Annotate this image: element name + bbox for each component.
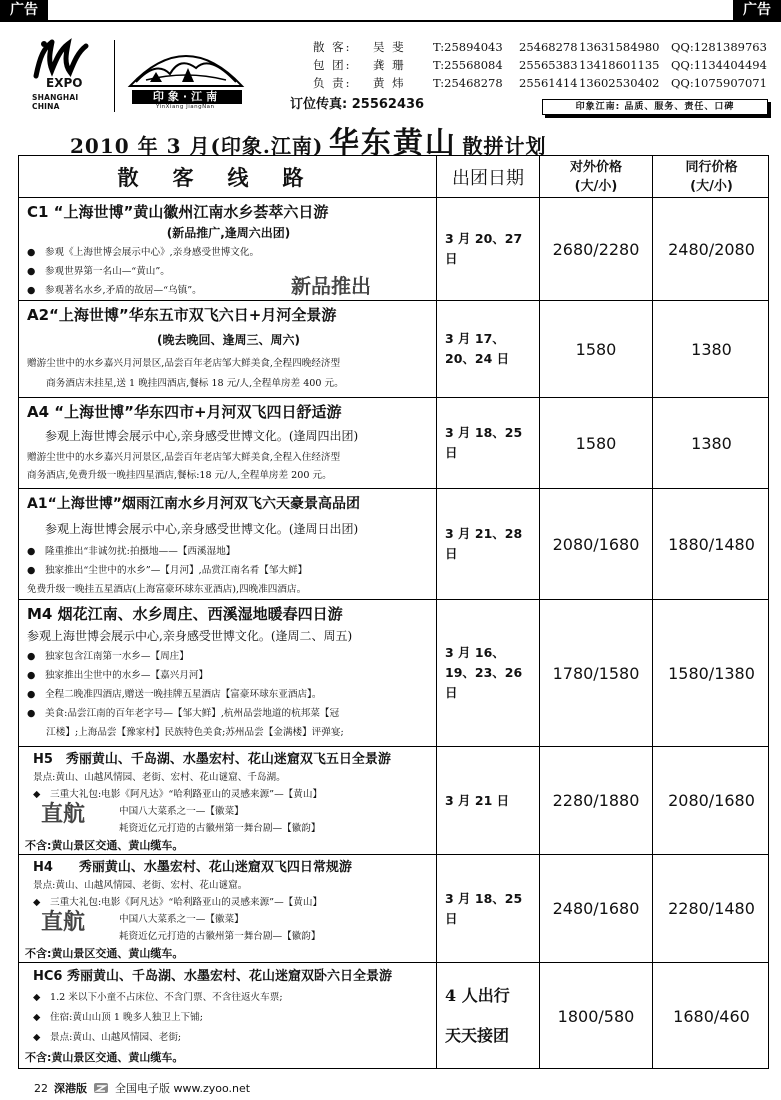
public-price: 1580	[540, 398, 653, 488]
date-cell	[437, 198, 540, 300]
contact-row	[313, 56, 781, 74]
table-row	[19, 600, 768, 747]
contact-name: 龚 珊	[373, 58, 406, 72]
contact-row	[313, 38, 781, 56]
expo-subtitle: SHANGHAI CHINA	[32, 93, 79, 111]
contact-phone: 25565383	[519, 58, 578, 72]
expo-text: EXPO	[46, 76, 83, 90]
route-line: ● 独家推出尘世中的水乡—【嘉兴月河】	[27, 670, 209, 681]
brand-logo	[126, 38, 246, 110]
route-cell	[19, 600, 437, 746]
contact-phone: T:25468278	[433, 76, 503, 90]
route-subtitle: 参观上海世博会展示中心,亲身感受世博文化。(逢周日出团)	[45, 522, 359, 536]
route-exclusion-note: 不含:黄山景区交通、黄山缆车。	[25, 947, 184, 960]
contact-phone: T:25568084	[433, 58, 503, 72]
contact-qq: QQ:1075907071	[671, 76, 767, 90]
table-row	[19, 198, 768, 301]
route-line: 中国八大菜系之一—【徽菜】	[119, 806, 244, 817]
route-cell	[19, 855, 437, 962]
table-row	[19, 855, 768, 963]
header-date: 出团日期	[437, 156, 540, 197]
header-route: 散客线路	[19, 156, 437, 197]
date-cell	[437, 747, 540, 854]
public-price: 2480/1680	[540, 855, 653, 962]
route-line: 赠游尘世中的水乡嘉兴月河景区,品尝百年老店邹大鲜美食,全程四晚经济型	[27, 358, 341, 369]
departure-dates: 3 月 18、25 日	[445, 890, 523, 926]
route-line: ◆ 三重大礼包:电影《阿凡达》“哈利路亚山的灵感来源”—【黄山】	[33, 897, 323, 908]
table-header-row	[19, 156, 768, 198]
table-row	[19, 963, 768, 1069]
route-title: HC6 秀丽黄山、千岛湖、水墨宏村、花山迷窟双卧六日全景游	[33, 969, 392, 984]
date-cell	[437, 963, 540, 1069]
route-line: 景点:黄山、山越风情园、老街、宏村、花山谜窟。	[33, 880, 248, 891]
route-title: H5 秀丽黄山、千岛湖、水墨宏村、花山迷窟双飞五日全景游	[33, 752, 391, 767]
route-line: ◆ 1.2 米以下小童不占床位、不含门票、不含往返火车票;	[33, 992, 283, 1003]
route-cell	[19, 398, 437, 488]
contact-qq: QQ:1281389763	[671, 40, 767, 54]
route-title: C1 “上海世博”黄山徽州江南水乡荟萃六日游	[27, 203, 329, 221]
route-subtitle: (晚去晚回、逢周三、周六)	[157, 333, 300, 347]
brand-name: 印象·江南	[132, 90, 242, 104]
header-public-price-unit: (大/小)	[574, 178, 618, 194]
expo-logo	[22, 36, 102, 112]
route-line: 商务酒店,免费升级一晚挂四星酒店,餐标:18 元/人,全程单房差 200 元。	[27, 470, 332, 481]
table-row	[19, 747, 768, 855]
table-row	[19, 398, 768, 489]
table-row	[19, 301, 768, 398]
public-price: 2280/1880	[540, 747, 653, 854]
route-line: 商务酒店未挂星,送 1 晚挂四酒店,餐标 18 元/人,全程单房差 400 元。	[27, 378, 344, 389]
header-trade-price	[653, 156, 770, 197]
public-price: 2080/1680	[540, 489, 653, 599]
route-line: ● 参观著名水乡,矛盾的故居—“乌镇”。	[27, 285, 202, 296]
route-line: ● 参观《上海世博会展示中心》,亲身感受世博文化。	[27, 247, 260, 258]
contact-mobile: 13418601135	[579, 58, 660, 72]
route-title: A4 “上海世博”华东四市+月河双飞四日舒适游	[27, 403, 342, 421]
route-subtitle: 参观上海世博会展示中心,亲身感受世博文化。(逢周二、周五)	[27, 629, 353, 643]
route-title: A1“上海世博”烟雨江南水乡月河双飞六天豪景高品团	[27, 496, 360, 512]
header-trade-price-unit: (大/小)	[690, 178, 733, 194]
trade-price: 2280/1480	[668, 899, 755, 918]
contact-row	[313, 74, 781, 92]
contact-phone: 25468278	[519, 40, 578, 54]
fax-number: 订位传真: 25562436	[290, 97, 425, 112]
contact-phone: 25561414	[519, 76, 578, 90]
contact-phone: T:25894043	[433, 40, 503, 54]
departure-dates: 3 月 21 日	[445, 792, 510, 808]
route-cell	[19, 963, 437, 1069]
page-footer	[34, 1080, 250, 1096]
title-destination: 华东黄山	[328, 126, 457, 161]
contact-mobile: 13631584980	[579, 40, 660, 54]
departure-dates: 3 月 17、20、24 日	[445, 331, 510, 366]
route-line: 景点:黄山、山越风情园、老街、宏村、花山谜窟、千岛湖。	[33, 772, 286, 783]
date-cell	[437, 855, 540, 962]
route-line: ◆ 住宿:黄山山顶 1 晚多人独卫上下铺;	[33, 1012, 203, 1023]
contact-role: 包 团:	[313, 58, 352, 72]
public-price: 1780/1580	[540, 600, 653, 746]
public-price: 2680/2280	[540, 198, 653, 300]
daily-departure: 天天接团	[445, 1026, 510, 1045]
trade-price: 2480/2080	[668, 239, 755, 259]
departure-dates: 3 月 18、25 日	[445, 425, 523, 460]
date-cell	[437, 489, 540, 599]
departure-dates: 3 月 16、19、23、26 日	[445, 645, 523, 700]
route-cell	[19, 489, 437, 599]
direct-flight-badge: 直航	[41, 802, 86, 827]
route-title: H4 秀丽黄山、水墨宏村、花山迷窟双飞四日常规游	[33, 860, 352, 875]
fan-landscape-icon	[126, 38, 246, 90]
departure-dates: 3 月 21、28 日	[445, 526, 523, 561]
contact-name: 吴 斐	[373, 40, 406, 54]
route-line: 免费升级一晚挂五星酒店(上海富豪环球东亚酒店),四晚准四酒店。	[27, 584, 307, 595]
route-title: M4 烟花江南、水乡周庄、西溪湿地暖春四日游	[27, 605, 343, 623]
zyoo-logo-icon	[93, 1082, 109, 1094]
ad-label-left: 广告	[0, 0, 48, 20]
edition-label: 深港版	[54, 1082, 87, 1095]
route-line: 赠游尘世中的水乡嘉兴月河景区,品尝百年老店邹大鲜美食,全程入住经济型	[27, 452, 341, 463]
contact-role: 负 责:	[313, 76, 352, 90]
route-line: 中国八大菜系之一—【徽菜】	[119, 914, 244, 925]
route-line: ◆ 景点:黄山、山越风情园、老街;	[33, 1032, 182, 1043]
public-price: 1800/580	[540, 963, 653, 1069]
route-line: ● 美食:品尝江南的百年老字号—【邹大鲜】,杭州品尝地道的杭邦菜【冠	[27, 708, 340, 719]
route-exclusion-note: 不含:黄山景区交通、黄山缆车。	[25, 1051, 184, 1064]
route-cell	[19, 747, 437, 854]
departure-dates: 3 月 20、27 日	[445, 231, 523, 266]
brand-pinyin: YinXiang JiangNan	[156, 104, 215, 110]
route-line: 江楼】;上海品尝【豫家村】民族特色美食;苏州品尝【金满楼】评弹宴;	[27, 727, 344, 738]
header-divider	[114, 40, 115, 112]
contact-qq: QQ:1134404494	[671, 58, 767, 72]
contact-list	[313, 38, 781, 92]
trade-price: 1580/1380	[668, 663, 755, 683]
route-exclusion-note: 不含:黄山景区交通、黄山缆车。	[25, 839, 184, 852]
route-subtitle: 参观上海世博会展示中心,亲身感受世博文化。(逢周四出团)	[45, 429, 359, 443]
title-date-brand: 2010 年 3 月(印象.江南)	[70, 134, 324, 158]
route-cell	[19, 301, 437, 397]
route-line: ◆ 三重大礼包:电影《阿凡达》“哈利路亚山的灵感来源”—【黄山】	[33, 789, 323, 800]
trade-price: 2080/1680	[668, 791, 755, 810]
tour-table	[18, 155, 769, 1069]
date-cell	[437, 600, 540, 746]
direct-flight-badge: 直航	[41, 910, 86, 935]
ad-label-right: 广告	[733, 0, 781, 20]
group-size: 4 人出行	[445, 986, 510, 1005]
public-price: 1580	[540, 301, 653, 397]
trade-price: 1380	[691, 339, 732, 359]
route-line: 耗资近亿元打造的古徽州第一舞台剧—【徽韵】	[119, 823, 321, 834]
date-cell	[437, 301, 540, 397]
route-line: ● 隆重推出“非诚勿扰:拍摄地——【西溪湿地】	[27, 546, 236, 557]
route-title: A2“上海世博”华东五市双飞六日+月河全景游	[27, 306, 337, 324]
route-line: ● 独家包含江南第一水乡—【周庄】	[27, 651, 189, 662]
contact-name: 黄 炜	[373, 76, 406, 90]
trade-price: 1380	[691, 433, 732, 453]
trade-price: 1880/1480	[668, 534, 755, 554]
route-line: ● 独家推出“尘世中的水乡”—【月河】,品赏江南名肴【邹大鲜】	[27, 565, 308, 576]
slogan-box: 印象江南: 品质、服务、责任、口碑	[542, 99, 768, 115]
trade-price: 1680/460	[673, 1006, 750, 1026]
table-row	[19, 489, 768, 600]
contact-role: 散 客:	[313, 40, 352, 54]
header-public-price-label: 对外价格	[569, 159, 622, 175]
top-rule	[0, 20, 781, 22]
page-number: 22	[34, 1081, 48, 1095]
title-plan: 散拼计划	[462, 134, 547, 158]
route-line: ● 全程二晚准四酒店,赠送一晚挂牌五星酒店【富豪环球东亚酒店】。	[27, 689, 322, 700]
route-cell	[19, 198, 437, 300]
website-label: 全国电子版 www.zyoo.net	[115, 1082, 251, 1095]
route-subtitle: (新品推广,逢周六出团)	[166, 226, 291, 240]
date-cell	[437, 398, 540, 488]
expo-mark-icon	[30, 36, 90, 80]
header-public-price	[540, 156, 653, 197]
new-product-badge: 新品推出	[291, 274, 371, 298]
route-line: ● 参观世界第一名山—“黄山”。	[27, 266, 170, 277]
header-trade-price-label: 同行价格	[685, 159, 738, 175]
route-line: 耗资近亿元打造的古徽州第一舞台剧—【徽韵】	[119, 931, 321, 942]
contact-mobile: 13602530402	[579, 76, 660, 90]
